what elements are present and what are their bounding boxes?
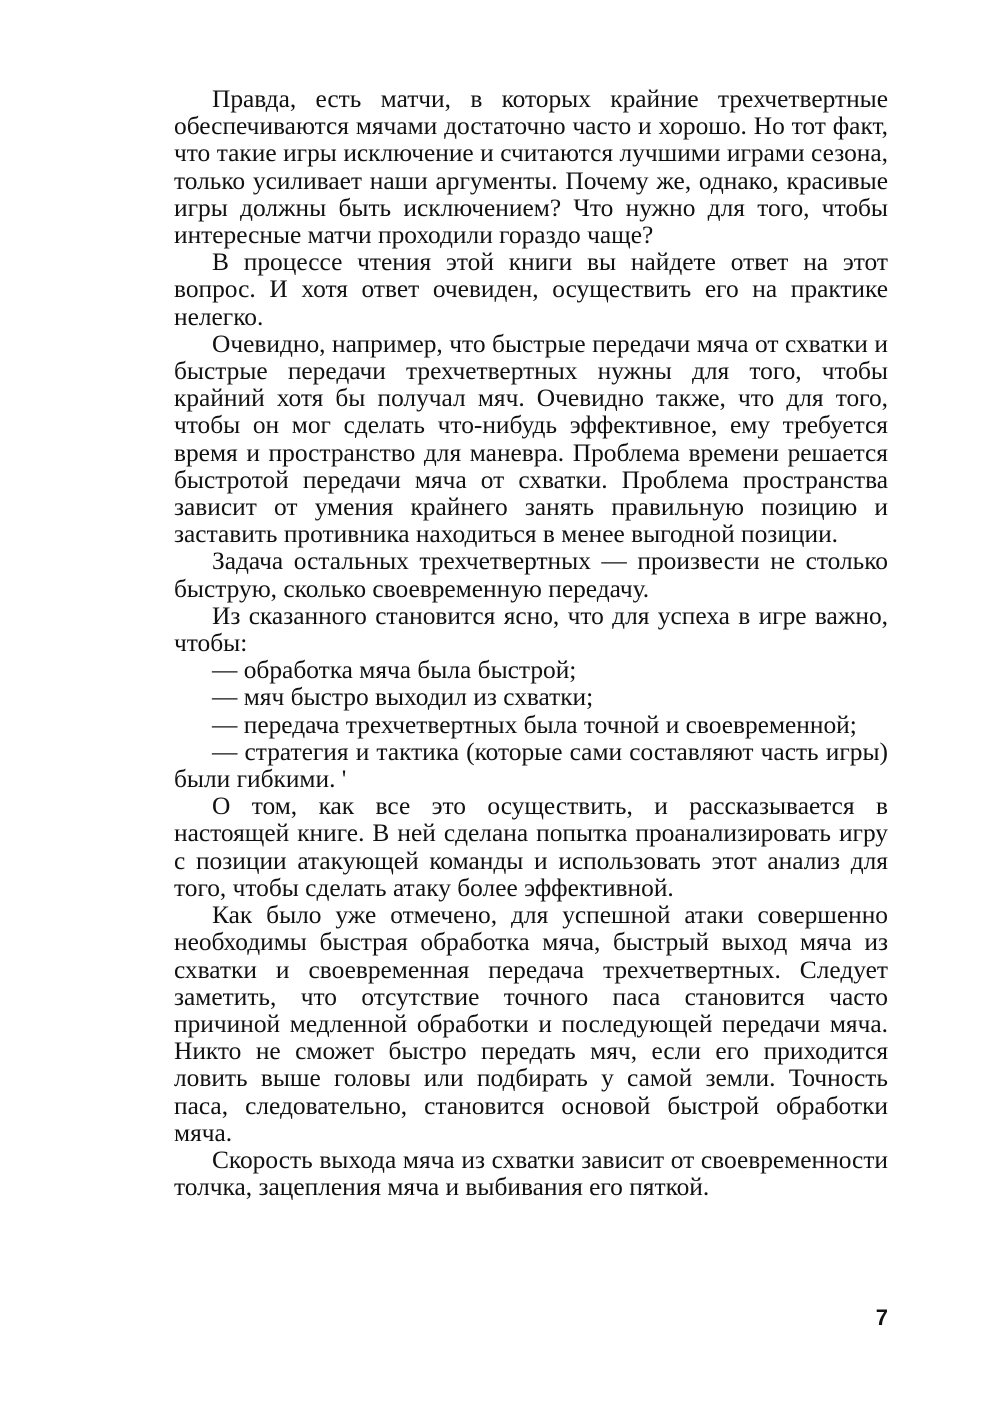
paragraph-2: В процессе чтения этой книги вы найдете ответ на этот вопрос. И хотя ответ очевиден, осуществить его на практике нелегко. bbox=[174, 248, 888, 331]
page-number: 7 bbox=[875, 1305, 888, 1330]
paragraph-5: Из сказанного становится ясно, что для успеха в игре важно, чтобы: bbox=[174, 601, 888, 658]
body-text bbox=[174, 86, 888, 1201]
list-item-3: — передача трехчетвертных была точной и своевременной; bbox=[212, 710, 857, 739]
paragraph-8: Скорость выхода мяча из схватки зависит от своевременности толчка, зацепления мяча и выбивания его пяткой. bbox=[174, 1145, 888, 1202]
paragraph-3: Очевидно, например, что быстрые передачи мяча от схватки и быстрые передачи трехчетвертных нужны для того, чтобы крайний хотя бы получал мяч. Очевидно также, что для того, чтобы он мог сделать что-нибудь эффективное, ему требуется время и пространство для маневра. Проблема времени решается быстротой передачи мяча от схватки. Проблема пространства зависит от умения крайнего занять правильную позицию и заставить противника находиться в менее выгодной позиции. bbox=[174, 329, 888, 549]
list-item-1: — обработка мяча была быстрой; bbox=[212, 656, 577, 685]
paragraph-6: О том, как все это осуществить, и рассказывается в настоящей книге. В ней сделана попытка проанализировать игру с позиции атакующей команды и использовать этот анализ для того, чтобы сделать атаку более эффективной. bbox=[174, 792, 888, 902]
list-item-2: — мяч быстро выходил из схватки; bbox=[212, 683, 594, 712]
paragraph-1: Правда, есть матчи, в которых крайние трехчетвертные обеспечиваются мячами достаточно часто и хорошо. Но тот факт, что такие игры исключение и считаются лучшими играми сезона, только усиливает наши аргументы. Почему же, однако, красивые игры должны быть исключением? Что нужно для того, чтобы интересные матчи проходили гораздо чаще? bbox=[174, 85, 888, 250]
paragraph-7: Как было уже отмечено, для успешной атаки совершенно необходимы быстрая обработка мяча, быстрый выход мяча из схватки и своевременная передача трехчетвертных. Следует заметить, что отсутствие точного паса становится часто причиной медленной обработки и последующей передачи мяча. Никто не сможет быстро передать мяч, если его приходится ловить выше головы или подбирать у самой земли. Точность паса, следовательно, становится основой быстрой обработки мяча. bbox=[174, 901, 888, 1147]
list-item-4: — стратегия и тактика (которые сами составляют часть игры) были гибкими. ' bbox=[174, 737, 888, 794]
paragraph-4: Задача остальных трехчетвертных — произвести не столько быструю, сколько своевременную передачу. bbox=[174, 547, 888, 603]
